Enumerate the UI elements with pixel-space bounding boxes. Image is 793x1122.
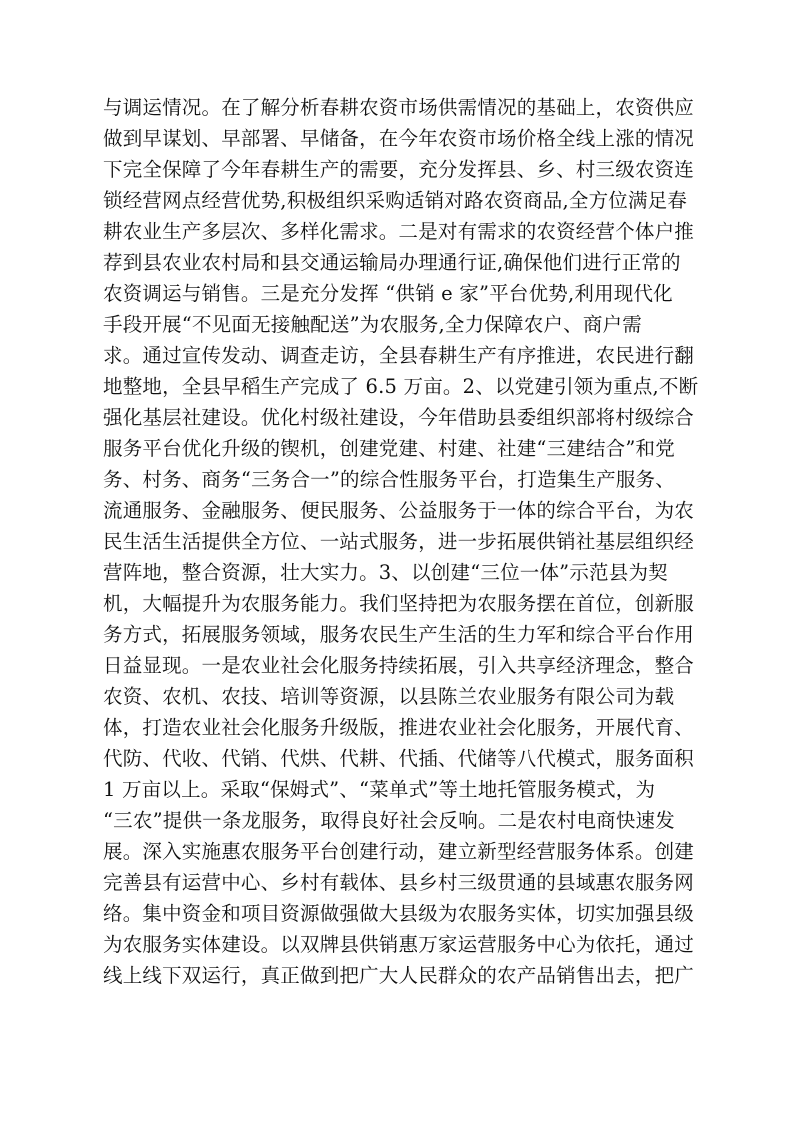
text-line: 农资、农机、农技、培训等资源，以县陈兰农业服务有限公司为载 — [103, 685, 675, 708]
text-line: 与调运情况。在了解分析春耕农资市场供需情况的基础上，农资供应 — [103, 96, 695, 119]
text-line: 民生活生活提供全方位、一站式服务，进一步拓展供销社基层组织经 — [103, 530, 695, 553]
text-line: 锁经营网点经营优势,积极组织采购适销对路农资商品,全方位满足春 — [103, 189, 688, 212]
text-line: 求。通过宣传发动、调查走访，全县春耕生产有序推进，农民进行翻 — [103, 344, 695, 367]
text-line: 耕农业生产多层次、多样化需求。二是对有需求的农资经营个体户推 — [103, 220, 695, 243]
text-line: 机，大幅提升为农服务能力。我们坚持把为农服务摆在首位，创新服 — [103, 592, 695, 615]
text-line: 下完全保障了今年春耕生产的需要，充分发挥县、乡、村三级农资连 — [103, 158, 695, 181]
text-line: 为农服务实体建设。以双牌县供销惠万家运营服务中心为依托，通过 — [103, 933, 695, 956]
text-line: 络。集中资金和项目资源做强做大县级为农服务实体，切实加强县级 — [103, 902, 695, 925]
text-line: 流通服务、金融服务、便民服务、公益服务于一体的综合平台，为农 — [103, 499, 695, 522]
text-line: 荐到县农业农村局和县交通运输局办理通行证,确保他们进行正常的 — [103, 251, 681, 274]
text-line: 营阵地，整合资源，壮大实力。3、以创建“三位一体”示范县为契 — [103, 561, 668, 584]
text-line: 1 万亩以上。采取“保姆式”、“菜单式”等土地托管服务模式，为 — [103, 778, 656, 801]
text-line: 务方式，拓展服务领域，服务农民生产生活的生力军和综合平台作用 — [103, 623, 695, 646]
text-line: 手段开展“不见面无接触配送”为农服务,全力保障农户、商户需 — [103, 313, 642, 336]
text-line: 日益显现。一是农业社会化服务持续拓展，引入共享经济理念，整合 — [103, 654, 695, 677]
text-line: 完善县有运营中心、乡村有载体、县乡村三级贯通的县域惠农服务网 — [103, 871, 695, 894]
text-line: “三农”提供一条龙服务，取得良好社会反响。二是农村电商快速发 — [103, 809, 675, 832]
text-line: 地整地，全县早稻生产完成了 6.5 万亩。2、以党建引领为重点,不断 — [103, 375, 699, 398]
text-line: 服务平台优化升级的锲机，创建党建、村建、社建“三建结合”和党 — [103, 437, 675, 460]
body-text — [103, 92, 703, 991]
text-line: 强化基层社建设。优化村级社建设，今年借助县委组织部将村级综合 — [103, 406, 695, 429]
text-line: 务、村务、商务“三务合一”的综合性服务平台，打造集生产服务、 — [103, 468, 675, 491]
text-line: 线上线下双运行，真正做到把广大人民群众的农产品销售出去，把广 — [103, 964, 695, 987]
text-line: 代防、代收、代销、代烘、代耕、代插、代储等八代模式，服务面积 — [103, 747, 695, 770]
text-line: 展。深入实施惠农服务平台创建行动，建立新型经营服务体系。创建 — [103, 840, 695, 863]
text-line: 农资调运与销售。三是充分发挥 “供销 e 家”平台优势,利用现代化 — [103, 282, 673, 305]
text-line: 做到早谋划、早部署、早储备，在今年农资市场价格全线上涨的情况 — [103, 127, 695, 150]
text-line: 体，打造农业社会化服务升级版，推进农业社会化服务，开展代育、 — [103, 716, 695, 739]
